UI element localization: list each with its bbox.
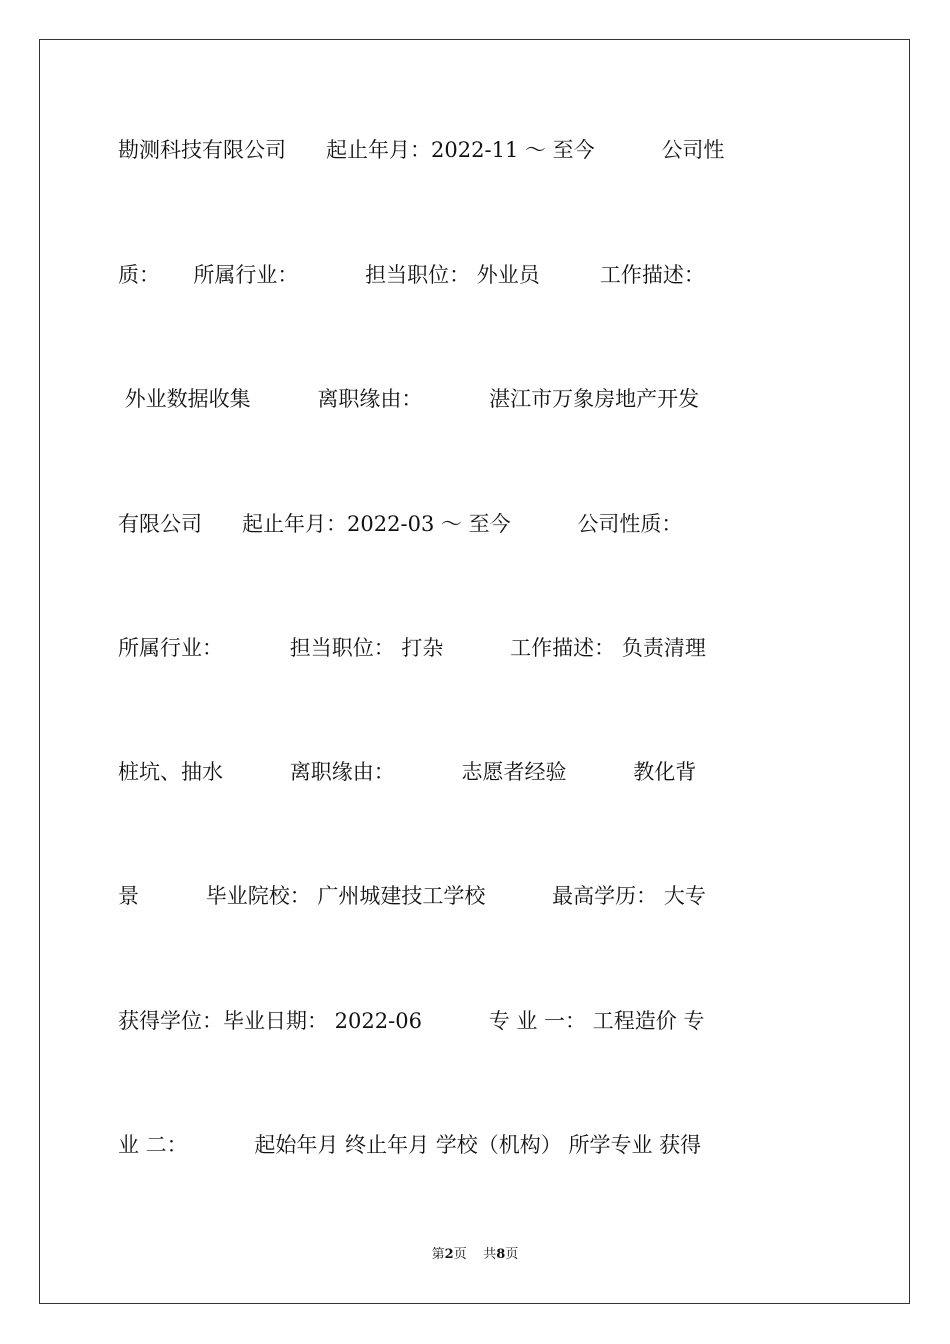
body-line-4: 有限公司 起止年月：2022-03 ～ 至今 公司性质： — [118, 512, 683, 536]
body-line-2: 质： 所属行业： 担当职位： 外业员 工作描述： — [118, 263, 705, 287]
footer-page-suffix: 页 — [453, 1247, 467, 1262]
footer-current-page: 2 — [444, 1247, 454, 1262]
body-line-5: 所属行业： 担当职位： 打杂 工作描述： 负责清理 — [118, 636, 706, 660]
footer-total-pages: 8 — [496, 1247, 506, 1262]
page-border — [39, 39, 910, 1304]
body-line-1: 勘测科技有限公司 起止年月：2022-11 ～ 至今 公司性 — [118, 138, 725, 162]
page-footer — [0, 1246, 950, 1264]
body-line-7: 景 毕业院校： 广州城建技工学校 最高学历： 大专 — [118, 884, 706, 908]
footer-prefix: 第 — [431, 1247, 445, 1262]
body-line-9: 业 二： 起始年月 终止年月 学校（机构） 所学专业 获得 — [118, 1133, 702, 1157]
body-line-6: 桩坑、抽水 离职缘由： 志愿者经验 教化背 — [118, 760, 697, 784]
footer-total-suffix: 页 — [505, 1247, 519, 1262]
body-line-8: 获得学位：毕业日期： 2022-06 专 业 一： 工程造价 专 — [118, 1009, 705, 1033]
footer-total-prefix: 共 — [483, 1247, 497, 1262]
body-line-3: 外业数据收集 离职缘由： 湛江市万象房地产开发 — [118, 387, 700, 411]
